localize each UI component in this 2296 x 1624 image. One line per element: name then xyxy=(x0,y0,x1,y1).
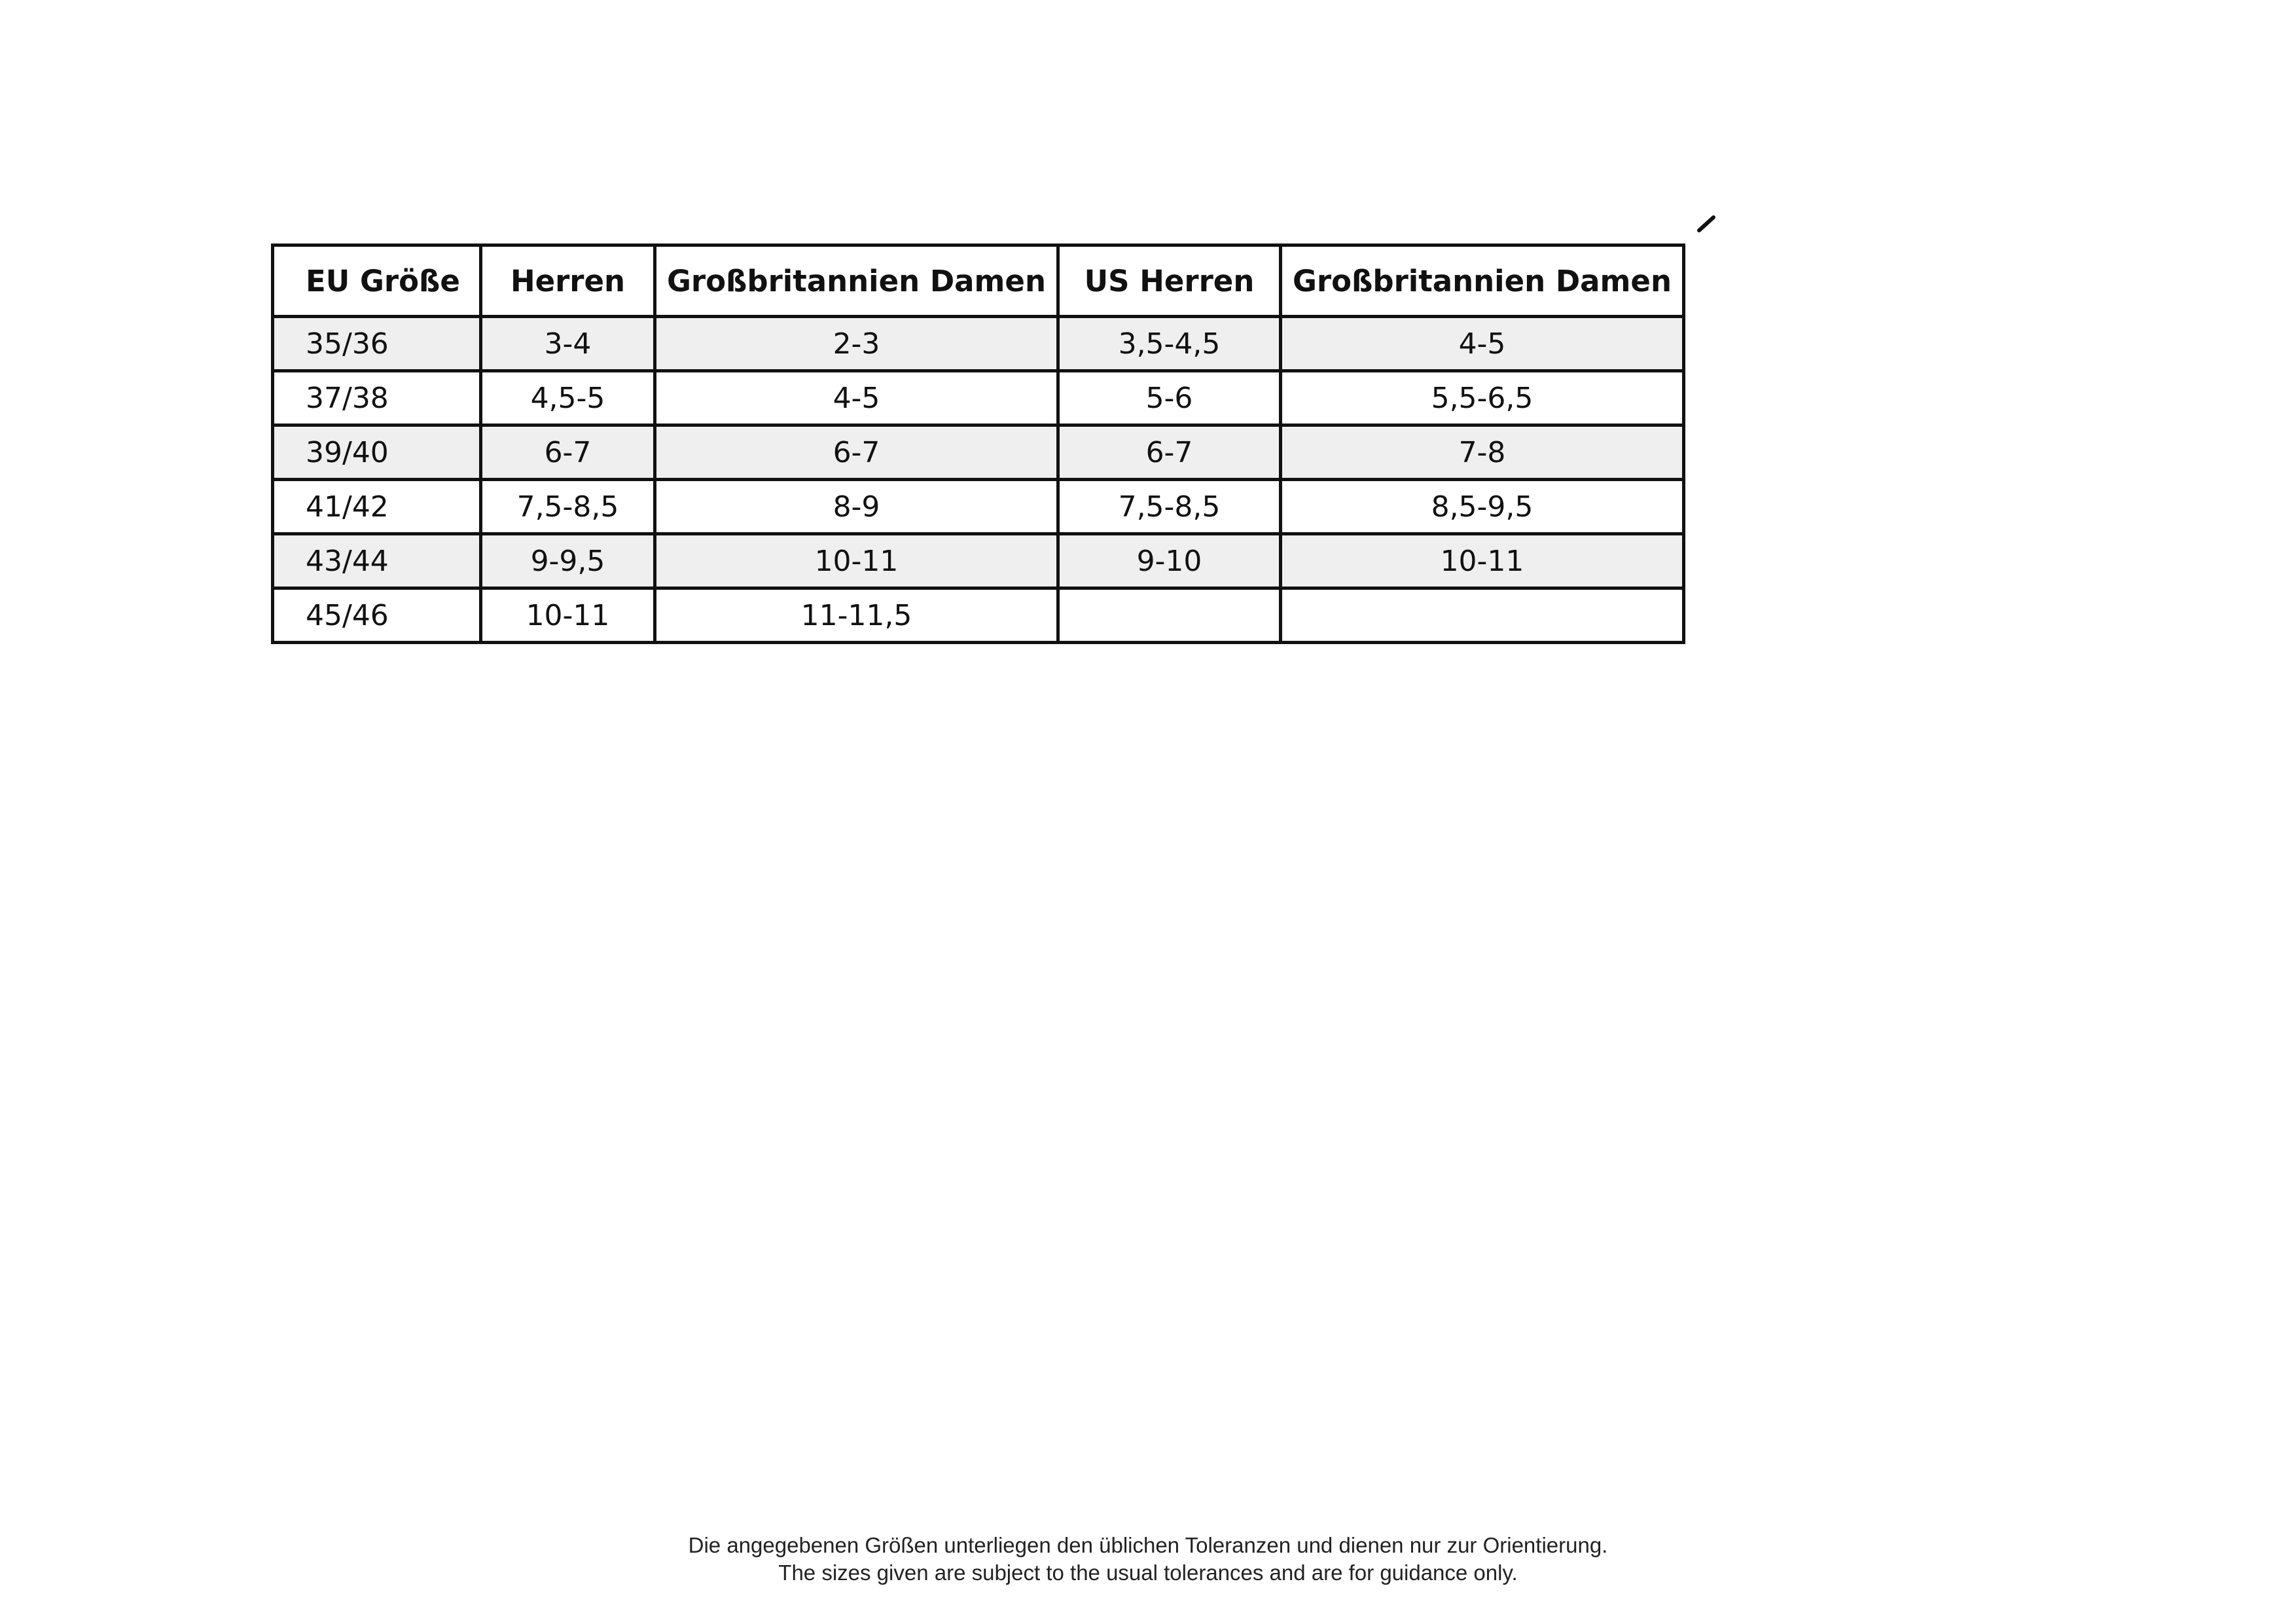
table-row xyxy=(273,480,1684,534)
header-uk-women: Großbritannien Damen xyxy=(655,245,1058,317)
table-cell: 43/44 xyxy=(273,534,481,588)
tolerance-note-german: Die angegebenen Größen unterliegen den üblichen Toleranzen und dienen nur zur Orientierung. xyxy=(688,1533,1608,1557)
header-men: Herren xyxy=(481,245,655,317)
table-row xyxy=(273,317,1684,371)
table-cell: 7,5-8,5 xyxy=(481,480,655,534)
table-cell: 8,5-9,5 xyxy=(1281,480,1684,534)
table-cell: 45/46 xyxy=(273,588,481,643)
table-cell: 3,5-4,5 xyxy=(1058,317,1281,371)
table-cell: 6-7 xyxy=(655,425,1058,480)
tolerance-note-english: The sizes given are subject to the usual tolerances and are for guidance only. xyxy=(778,1561,1518,1585)
table-row xyxy=(273,371,1684,425)
table-cell: 9-10 xyxy=(1058,534,1281,588)
table-cell xyxy=(1058,588,1281,643)
table-row xyxy=(273,425,1684,480)
header-eu-size: EU Größe xyxy=(273,245,481,317)
table-header-row xyxy=(273,245,1684,317)
table-cell: 3-4 xyxy=(481,317,655,371)
header-uk-women-2: Großbritannien Damen xyxy=(1281,245,1684,317)
table-cell: 11-11,5 xyxy=(655,588,1058,643)
table-cell: 9-9,5 xyxy=(481,534,655,588)
table-cell: 5-6 xyxy=(1058,371,1281,425)
table-cell: 8-9 xyxy=(655,480,1058,534)
header-us-men: US Herren xyxy=(1058,245,1281,317)
table-cell: 2-3 xyxy=(655,317,1058,371)
table-cell: 4-5 xyxy=(1281,317,1684,371)
table-cell: 7-8 xyxy=(1281,425,1684,480)
table-cell: 10-11 xyxy=(1281,534,1684,588)
table-cell: 7,5-8,5 xyxy=(1058,480,1281,534)
table-cell: 5,5-6,5 xyxy=(1281,371,1684,425)
table-cell: 6-7 xyxy=(1058,425,1281,480)
table-cell: 37/38 xyxy=(273,371,481,425)
table-cell: 39/40 xyxy=(273,425,481,480)
table-cell: 10-11 xyxy=(655,534,1058,588)
table-cell: 35/36 xyxy=(273,317,481,371)
table-cell: 41/42 xyxy=(273,480,481,534)
size-conversion-table xyxy=(271,244,1685,644)
pen-stroke-mark xyxy=(1696,213,1716,233)
table-cell: 4,5-5 xyxy=(481,371,655,425)
tolerance-note xyxy=(0,1532,2296,1587)
table-cell: 6-7 xyxy=(481,425,655,480)
table-cell xyxy=(1281,588,1684,643)
table-row xyxy=(273,588,1684,643)
table-cell: 4-5 xyxy=(655,371,1058,425)
table-cell: 10-11 xyxy=(481,588,655,643)
table-row xyxy=(273,534,1684,588)
